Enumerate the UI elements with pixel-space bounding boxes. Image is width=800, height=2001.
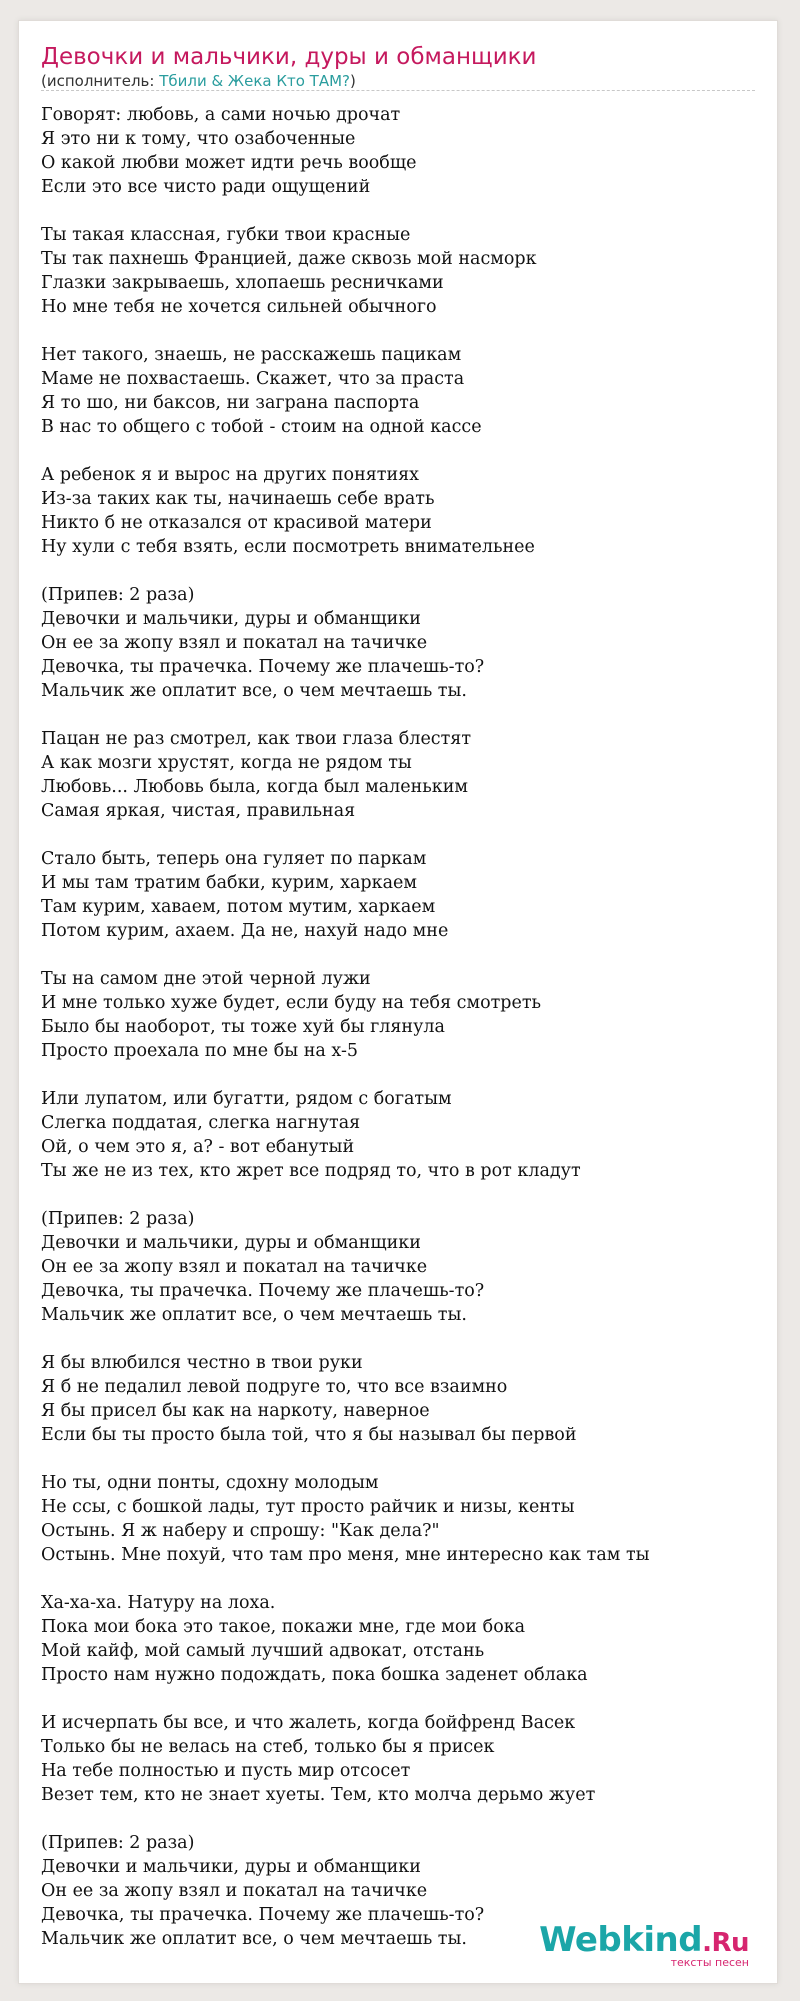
logo-subtitle: тексты песен <box>670 1956 749 1969</box>
lyric-line: И исчерпать бы все, и что жалеть, когда бойфренд Васек <box>41 1713 576 1733</box>
lyric-line: Везет тем, кто не знает хуеты. Тем, кто молча дерьмо жует <box>41 1785 596 1805</box>
lyric-line: Стало быть, теперь она гуляет по паркам <box>41 849 427 869</box>
lyric-line: (Припев: 2 раза) <box>41 1209 195 1229</box>
lyric-line: Он ее за жопу взял и покатал на тачичке <box>41 633 428 653</box>
lyric-line: Любовь... Любовь была, когда был маленьким <box>41 777 469 797</box>
title-separator <box>41 90 755 91</box>
lyric-line: И мне только хуже будет, если буду на тебя смотреть <box>41 993 542 1013</box>
lyric-line: В нас то общего с тобой - стоим на одной кассе <box>41 417 482 437</box>
lyrics-text <box>41 103 761 1975</box>
lyrics-page <box>18 20 778 1984</box>
lyric-line: Мальчик же оплатит все, о чем мечтаешь ты. <box>41 1305 467 1325</box>
lyric-line: А как мозги хрустят, когда не рядом ты <box>41 753 412 773</box>
lyric-line: Ты же не из тех, кто жрет все подряд то, что в рот кладут <box>41 1161 581 1181</box>
lyric-line: Девочка, ты прачечка. Почему же плачешь-то? <box>41 1281 485 1301</box>
lyric-line: Я бы присел бы как на наркоту, наверное <box>41 1401 430 1421</box>
lyrics-stanza <box>41 1711 761 1807</box>
lyric-line: Девочки и мальчики, дуры и обманщики <box>41 1233 421 1253</box>
page-title: Девочки и мальчики, дуры и обманщики <box>41 44 537 70</box>
lyric-line: Не ссы, с бошкой лады, тут просто райчик и низы, кенты <box>41 1497 575 1517</box>
lyric-line: Там курим, хаваем, потом мутим, харкаем <box>41 897 436 917</box>
lyrics-stanza <box>41 343 761 439</box>
lyric-line: Если это все чисто ради ощущений <box>41 177 371 197</box>
lyric-line: Из-за таких как ты, начинаешь себе врать <box>41 489 435 509</box>
lyric-line: Ты такая классная, губки твои красные <box>41 225 411 245</box>
lyric-line: И мы там тратим бабки, курим, харкаем <box>41 873 417 893</box>
lyric-line: Говорят: любовь, а сами ночью дрочат <box>41 105 401 125</box>
lyric-line: Остынь. Мне похуй, что там про меня, мне интересно как там ты <box>41 1545 650 1565</box>
lyric-line: Мальчик же оплатит все, о чем мечтаешь ты. <box>41 681 467 701</box>
lyric-line: Он ее за жопу взял и покатал на тачичке <box>41 1881 428 1901</box>
lyric-line: Мальчик же оплатит все, о чем мечтаешь ты. <box>41 1929 467 1949</box>
lyric-line: Или лупатом, или бугатти, рядом с богатым <box>41 1089 452 1109</box>
lyrics-stanza <box>41 1591 761 1687</box>
lyric-line: Пацан не раз смотрел, как твои глаза блестят <box>41 729 472 749</box>
lyric-line: Слегка поддатая, слегка нагнутая <box>41 1113 361 1133</box>
lyrics-stanza <box>41 583 761 703</box>
lyric-line: Нет такого, знаешь, не расскажешь пацикам <box>41 345 462 365</box>
lyric-line: Я то шо, ни баксов, ни заграна паспорта <box>41 393 420 413</box>
lyric-line: Мой кайф, мой самый лучший адвокат, отстань <box>41 1641 485 1661</box>
lyrics-stanza <box>41 1351 761 1447</box>
lyric-line: Маме не похвастаешь. Скажет, что за праста <box>41 369 465 389</box>
lyric-line: А ребенок я и вырос на других понятиях <box>41 465 420 485</box>
lyric-line: Остынь. Я ж наберу и спрошу: "Как дела?" <box>41 1521 440 1541</box>
lyric-line: Только бы не велась на стеб, только бы я присек <box>41 1737 495 1757</box>
lyric-line: Потом курим, ахаем. Да не, нахуй надо мне <box>41 921 449 941</box>
lyric-line: Ха-ха-ха. Натуру на лоха. <box>41 1593 276 1613</box>
lyric-line: Я это ни к тому, что озабоченные <box>41 129 356 149</box>
lyric-line: Пока мои бока это такое, покажи мне, где мои бока <box>41 1617 526 1637</box>
lyric-line: Ты на самом дне этой черной лужи <box>41 969 371 989</box>
lyric-line: Он ее за жопу взял и покатал на тачичке <box>41 1257 428 1277</box>
lyrics-stanza <box>41 463 761 559</box>
artist-suffix: ) <box>350 72 356 90</box>
lyric-line: Девочки и мальчики, дуры и обманщики <box>41 609 421 629</box>
lyric-line: Но мне тебя не хочется сильней обычного <box>41 297 437 317</box>
artist-line <box>41 71 356 91</box>
lyric-line: Никто б не отказался от красивой матери <box>41 513 432 533</box>
lyric-line: Просто проехала по мне бы на x-5 <box>41 1041 359 1061</box>
lyric-line: Девочки и мальчики, дуры и обманщики <box>41 1857 421 1877</box>
lyrics-stanza <box>41 1471 761 1567</box>
lyric-line: На тебе полностью и пусть мир отсосет <box>41 1761 411 1781</box>
artist-link[interactable]: Тбили & Жека Кто ТАМ? <box>159 72 350 90</box>
lyric-line: (Припев: 2 раза) <box>41 585 195 605</box>
lyrics-stanza <box>41 847 761 943</box>
lyric-line: Я б не педалил левой подруге то, что все взаимно <box>41 1377 508 1397</box>
lyrics-stanza <box>41 1207 761 1327</box>
lyrics-stanza <box>41 967 761 1063</box>
logo-main-text: Webkind <box>539 1920 703 1960</box>
lyric-line: Просто нам нужно подождать, пока бошка заденет облака <box>41 1665 588 1685</box>
webkind-logo[interactable] <box>539 1922 749 1969</box>
lyric-line: Но ты, одни понты, сдохну молодым <box>41 1473 379 1493</box>
lyrics-stanza <box>41 1087 761 1183</box>
lyrics-stanza <box>41 103 761 199</box>
lyric-line: Было бы наоборот, ты тоже хуй бы глянула <box>41 1017 445 1037</box>
lyric-line: О какой любви может идти речь вообще <box>41 153 417 173</box>
lyric-line: Ты так пахнешь Францией, даже сквозь мой насморк <box>41 249 537 269</box>
lyric-line: Самая яркая, чистая, правильная <box>41 801 356 821</box>
lyric-line: Девочка, ты прачечка. Почему же плачешь-то? <box>41 1905 485 1925</box>
lyric-line: Если бы ты просто была той, что я бы называл бы первой <box>41 1425 577 1445</box>
lyric-line: Я бы влюбился честно в твои руки <box>41 1353 363 1373</box>
lyric-line: Глазки закрываешь, хлопаешь ресничками <box>41 273 444 293</box>
lyric-line: (Припев: 2 раза) <box>41 1833 195 1853</box>
lyrics-stanza <box>41 223 761 319</box>
logo-tld-text: .Ru <box>702 1928 749 1958</box>
lyrics-stanza <box>41 727 761 823</box>
lyric-line: Ну хули с тебя взять, если посмотреть внимательнее <box>41 537 535 557</box>
artist-prefix: (исполнитель: <box>41 72 160 90</box>
lyric-line: Ой, о чем это я, а? - вот ебанутый <box>41 1137 355 1157</box>
lyric-line: Девочка, ты прачечка. Почему же плачешь-то? <box>41 657 485 677</box>
